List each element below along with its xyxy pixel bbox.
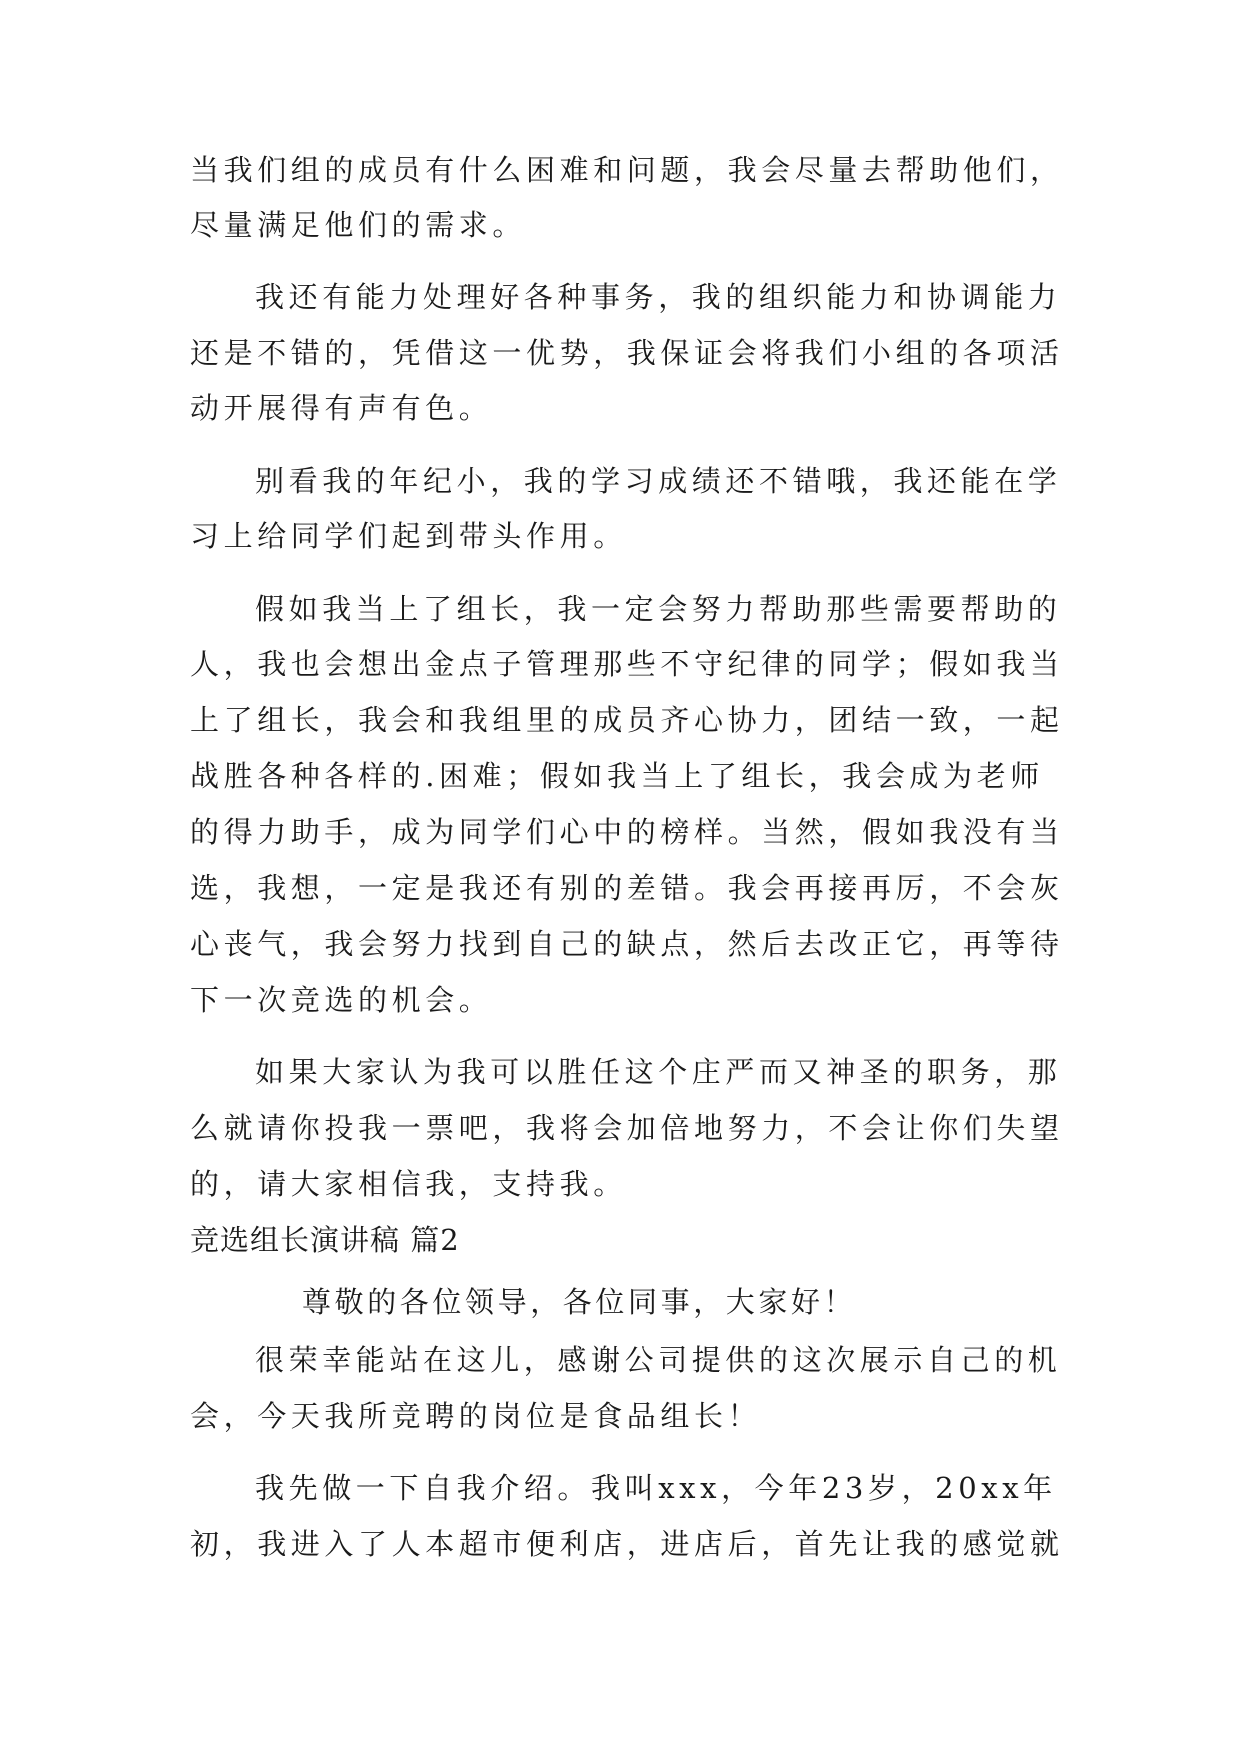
paragraph-first-line: 别看我的年纪小，我的学习成绩还不错哦，我还能在学	[255, 464, 1062, 498]
text-line: 选，我想，一定是我还有别的差错。我会再接再厉，不会灰	[190, 871, 1064, 905]
text-line: 初，我进入了人本超市便利店，进店后，首先让我的感觉就	[190, 1527, 1064, 1561]
text-line: 尽量满足他们的需求。	[190, 208, 527, 242]
paragraph-first-line: 假如我当上了组长，我一定会努力帮助那些需要帮助的	[255, 592, 1062, 626]
paragraph-first-line: 我还有能力处理好各种事务，我的组织能力和协调能力	[255, 280, 1062, 314]
paragraph-first-line: 很荣幸能站在这儿，感谢公司提供的这次展示自己的机	[255, 1343, 1062, 1377]
paragraph-first-line: 我先做一下自我介绍。我叫xxx，今年23岁，20xx年	[255, 1471, 1057, 1505]
text-line: 还是不错的，凭借这一优势，我保证会将我们小组的各项活	[190, 336, 1064, 370]
paragraph-first-line: 如果大家认为我可以胜任这个庄严而又神圣的职务，那	[255, 1055, 1062, 1089]
text-line: 的得力助手，成为同学们心中的榜样。当然，假如我没有当	[190, 815, 1064, 849]
greeting-line: 尊敬的各位领导，各位同事，大家好！	[302, 1285, 857, 1319]
text-line: 的，请大家相信我，支持我。	[190, 1167, 627, 1201]
text-line: 上了组长，我会和我组里的成员齐心协力，团结一致，一起	[190, 703, 1064, 737]
text-line: 下一次竞选的机会。	[190, 983, 493, 1017]
text-line: 人，我也会想出金点子管理那些不守纪律的同学；假如我当	[190, 647, 1064, 681]
section-heading: 竞选组长演讲稿 篇2	[190, 1223, 460, 1257]
text-line: 战胜各种各样的.困难；假如我当上了组长，我会成为老师	[190, 759, 1044, 793]
text-line: 么就请你投我一票吧，我将会加倍地努力，不会让你们失望	[190, 1111, 1064, 1145]
text-line: 当我们组的成员有什么困难和问题，我会尽量去帮助他们，	[190, 153, 1064, 187]
text-line: 心丧气，我会努力找到自己的缺点，然后去改正它，再等待	[190, 927, 1064, 961]
text-line: 动开展得有声有色。	[190, 391, 493, 425]
text-line: 习上给同学们起到带头作用。	[190, 519, 627, 553]
text-line: 会，今天我所竞聘的岗位是食品组长！	[190, 1399, 762, 1433]
